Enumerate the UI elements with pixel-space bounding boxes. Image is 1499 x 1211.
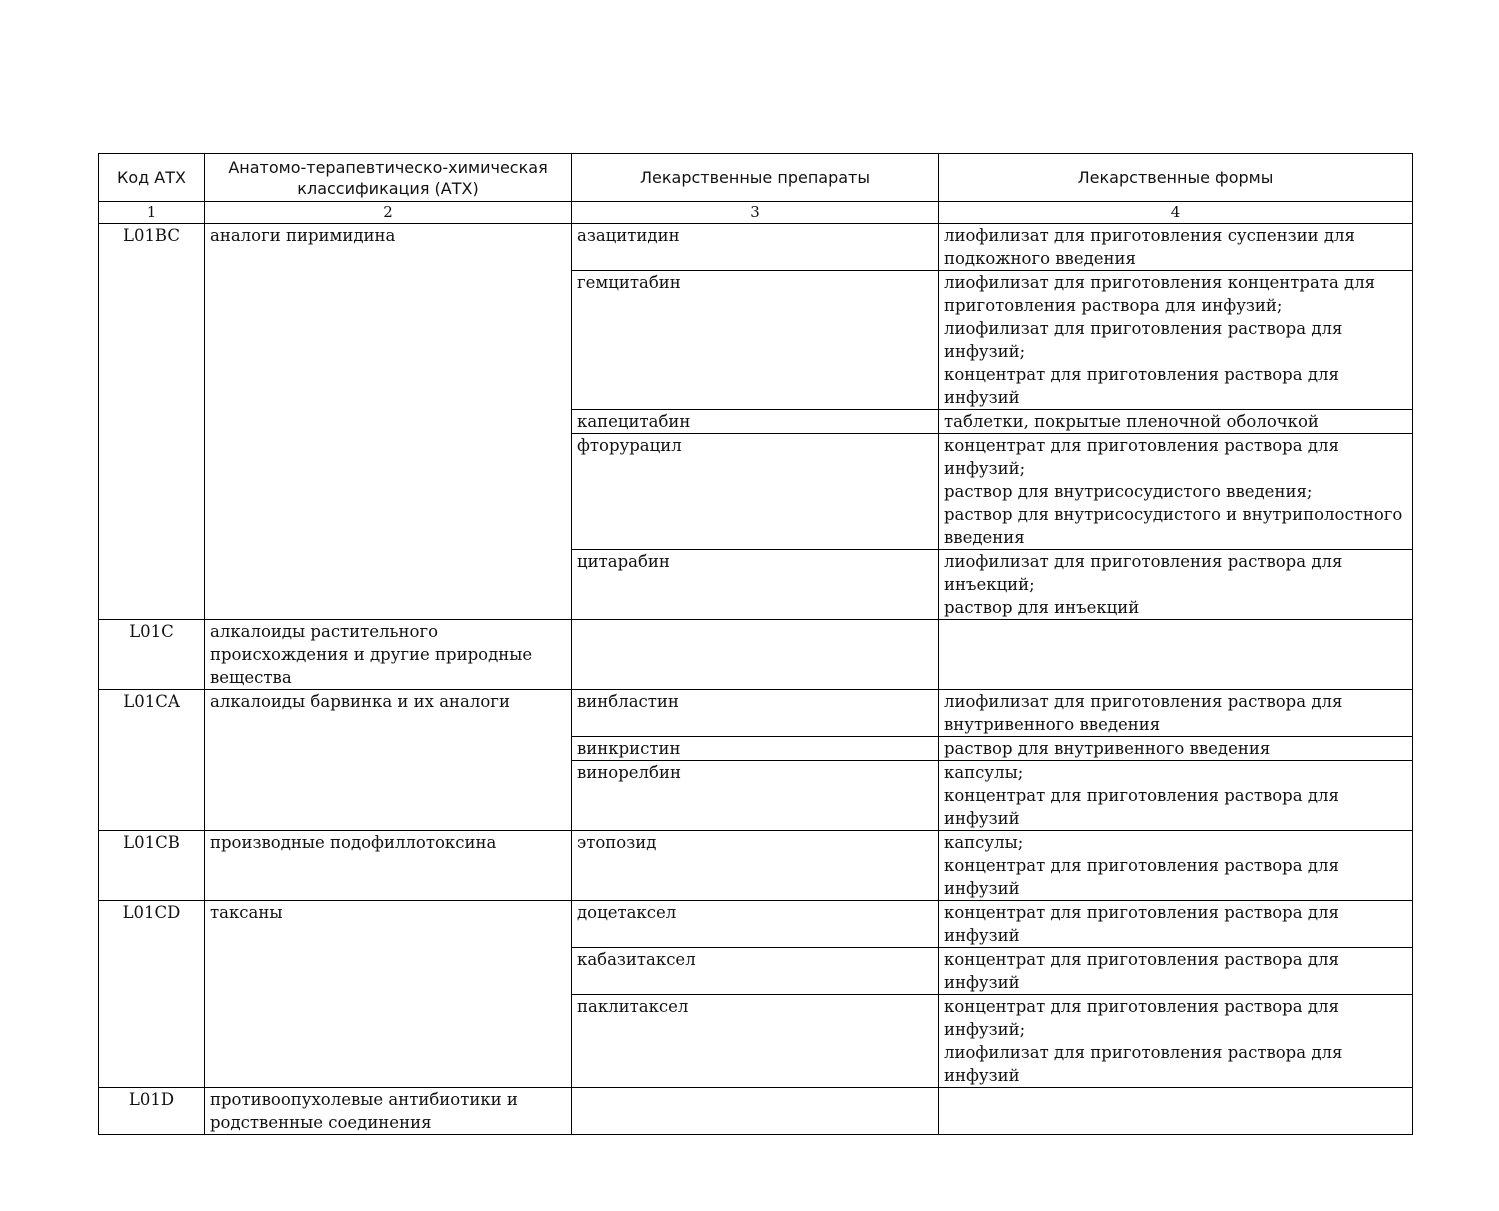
dosage-form-line: лиофилизат для приготовления раствора для инфузий; (944, 319, 1343, 361)
header-dosage-forms: Лекарственные формы (939, 154, 1413, 202)
dosage-form-line: лиофилизат для приготовления раствора для инъекций; (944, 552, 1343, 594)
table-row (99, 224, 1413, 271)
drug-name-cell (572, 620, 939, 690)
dosage-form-line: капсулы; (944, 833, 1024, 852)
table-row (99, 620, 1413, 690)
dosage-forms-cell (939, 901, 1413, 948)
dosage-form-line: лиофилизат для приготовления концентрата для приготовления раствора для инфузий; (944, 273, 1376, 315)
drug-name-cell (572, 1088, 939, 1135)
atc-code-cell: L01CB (99, 831, 205, 901)
dosage-form-line: раствор для внутривенного введения (944, 739, 1271, 758)
drug-name-cell: винкристин (572, 737, 939, 761)
atc-drug-table (98, 153, 1413, 1135)
dosage-form-line: концентрат для приготовления раствора для инфузий; (944, 436, 1339, 478)
atc-code-cell: L01C (99, 620, 205, 690)
atc-code-cell: L01BC (99, 224, 205, 620)
dosage-forms-cell (939, 737, 1413, 761)
table-body (99, 224, 1413, 1135)
atc-classification-cell: таксаны (205, 901, 572, 1088)
dosage-form-line: лиофилизат для приготовления суспензии для подкожного введения (944, 226, 1355, 268)
dosage-forms-cell (939, 995, 1413, 1088)
drug-name-cell: цитарабин (572, 550, 939, 620)
dosage-form-line: раствор для внутрисосудистого и внутриполостного введения (944, 505, 1403, 547)
drug-name-cell: кабазитаксел (572, 948, 939, 995)
drug-name-cell: винбластин (572, 690, 939, 737)
dosage-form-line: концентрат для приготовления раствора для инфузий (944, 903, 1339, 945)
atc-classification-cell: противоопухолевые антибиотики и родственные соединения (205, 1088, 572, 1135)
dosage-forms-cell (939, 410, 1413, 434)
dosage-forms-cell (939, 948, 1413, 995)
dosage-forms-cell (939, 761, 1413, 831)
atc-classification-cell: алкалоиды барвинка и их аналоги (205, 690, 572, 831)
dosage-forms-cell (939, 271, 1413, 410)
header-row (99, 154, 1413, 202)
column-number: 4 (939, 202, 1413, 224)
atc-code-cell: L01D (99, 1088, 205, 1135)
header-drugs: Лекарственные препараты (572, 154, 939, 202)
column-number: 3 (572, 202, 939, 224)
dosage-form-line: раствор для внутрисосудистого введения; (944, 482, 1313, 501)
dosage-form-line: раствор для инъекций (944, 598, 1140, 617)
drug-name-cell: доцетаксел (572, 901, 939, 948)
dosage-forms-cell (939, 434, 1413, 550)
atc-classification-cell: производные подофиллотоксина (205, 831, 572, 901)
atc-classification-cell: аналоги пиримидина (205, 224, 572, 620)
table-row (99, 901, 1413, 948)
dosage-forms-cell (939, 1088, 1413, 1135)
table-row (99, 690, 1413, 737)
drug-name-cell: гемцитабин (572, 271, 939, 410)
dosage-form-line: лиофилизат для приготовления раствора для внутривенного введения (944, 692, 1343, 734)
dosage-form-line: таблетки, покрытые пленочной оболочкой (944, 412, 1319, 431)
dosage-forms-cell (939, 224, 1413, 271)
drug-name-cell: винорелбин (572, 761, 939, 831)
table-row (99, 831, 1413, 901)
atc-code-cell: L01CD (99, 901, 205, 1088)
dosage-form-line: концентрат для приготовления раствора для инфузий (944, 950, 1339, 992)
header-atc-code: Код АТХ (99, 154, 205, 202)
dosage-form-line: лиофилизат для приготовления раствора для инфузий (944, 1043, 1343, 1085)
column-number: 2 (205, 202, 572, 224)
drug-name-cell: этопозид (572, 831, 939, 901)
atc-code-cell: L01CA (99, 690, 205, 831)
dosage-forms-cell (939, 831, 1413, 901)
table-row (99, 1088, 1413, 1135)
dosage-forms-cell (939, 620, 1413, 690)
dosage-form-line: капсулы; (944, 763, 1024, 782)
dosage-form-line: концентрат для приготовления раствора для инфузий; (944, 997, 1339, 1039)
dosage-forms-cell (939, 550, 1413, 620)
drug-name-cell: фторурацил (572, 434, 939, 550)
drug-name-cell: азацитидин (572, 224, 939, 271)
drug-name-cell: капецитабин (572, 410, 939, 434)
atc-classification-cell: алкалоиды растительного происхождения и другие природные вещества (205, 620, 572, 690)
column-numbers-row (99, 202, 1413, 224)
column-number: 1 (99, 202, 205, 224)
header-atc-classification: Анатомо-терапевтическо-химическая классификация (АТХ) (205, 154, 572, 202)
dosage-forms-cell (939, 690, 1413, 737)
dosage-form-line: концентрат для приготовления раствора для инфузий (944, 786, 1339, 828)
drug-name-cell: паклитаксел (572, 995, 939, 1088)
dosage-form-line: концентрат для приготовления раствора для инфузий (944, 856, 1339, 898)
dosage-form-line: концентрат для приготовления раствора для инфузий (944, 365, 1339, 407)
